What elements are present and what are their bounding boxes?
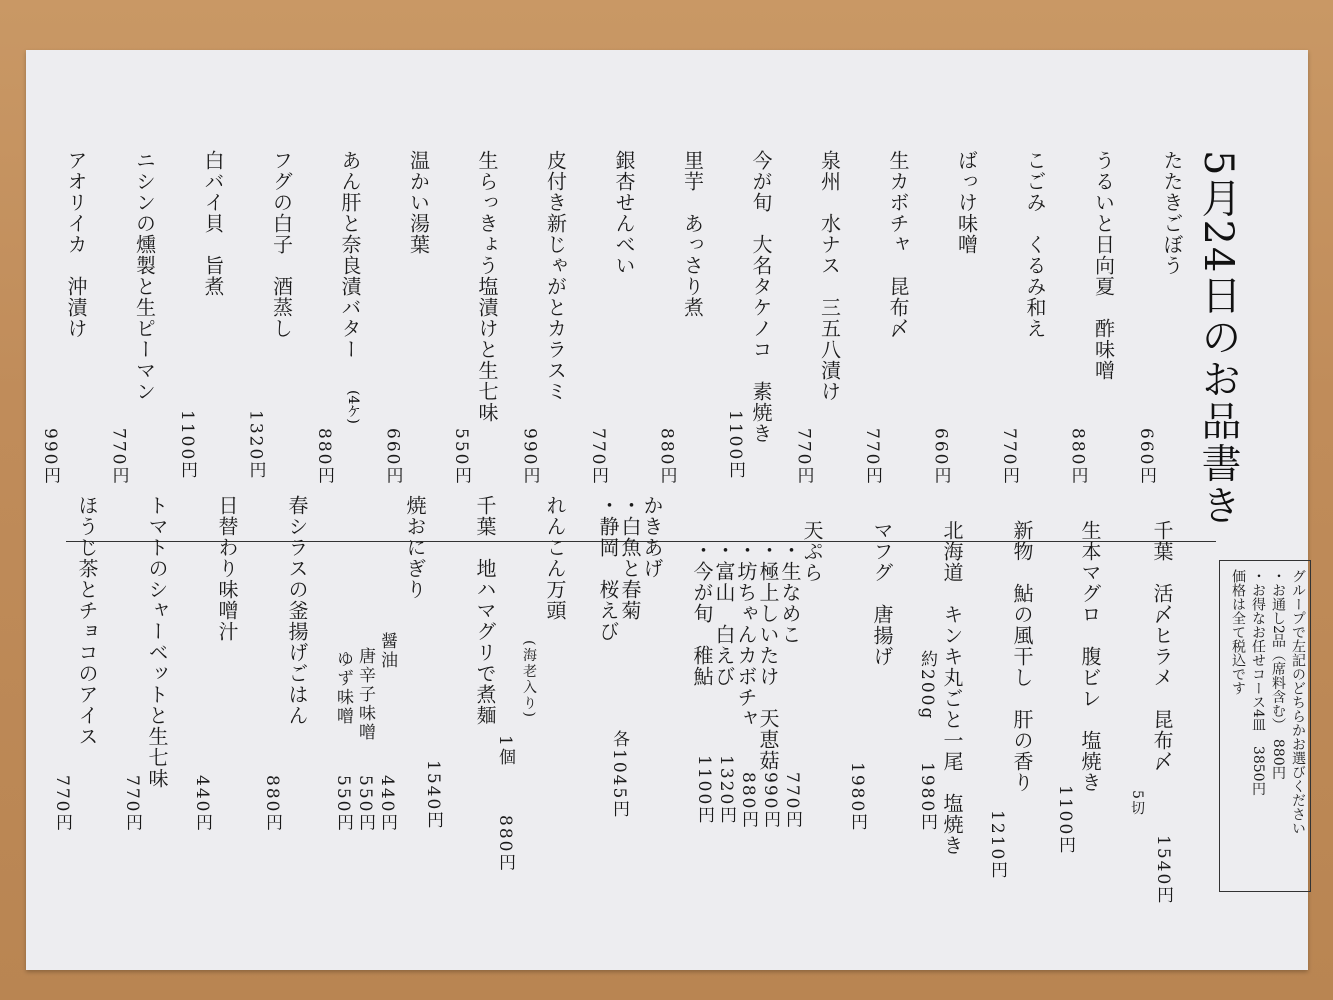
menu-item-top-9: 皮付き新じゃがとカラスミ: [543, 150, 568, 402]
menu-item-hirame-sub: 5切: [1129, 790, 1145, 817]
menu-item-top-13-price: 1320円: [245, 410, 266, 481]
tempura-price-kabocha: 880円: [738, 772, 758, 830]
menu-item-top-12-sub: (4ケ): [345, 390, 361, 424]
kakiage-item-sakuraebi: ・静岡 桜えび: [596, 495, 620, 642]
menu-item-hamaguri-price: 1540円: [423, 760, 443, 831]
menu-item-top-12: あん肝と奈良漬バター: [338, 150, 362, 360]
menu-item-ayu: 新物 鮎の風干し 肝の香り: [1010, 520, 1034, 793]
menu-item-renkon-price: 880円: [495, 815, 515, 873]
menu-item-onigiri: 焼おにぎり: [403, 495, 427, 600]
menu-item-top-7-price: 880円: [656, 428, 677, 486]
onigiri-yuzu: ゆず味噌: [333, 650, 353, 726]
menu-item-top-5-price: 770円: [793, 428, 814, 486]
menu-item-top-14: 白バイ貝 旨煮: [201, 150, 225, 297]
onigiri-yuzu-price: 550円: [333, 775, 353, 833]
course-note-box: [1219, 560, 1311, 892]
menu-item-hamaguri: 千葉 地ハマグリで煮麺: [473, 495, 497, 726]
tempura-heading: 天ぷら: [800, 520, 824, 583]
menu-item-misoshiru-price: 440円: [192, 775, 212, 833]
note-line-3: ・お得なお任せコース4皿 3850円: [1250, 569, 1266, 796]
note-line-2: ・お通し2品（席料含む） 880円: [1270, 569, 1286, 780]
menu-item-renkon-sub: (海老入り): [521, 640, 537, 719]
menu-item-top-10: 生らっきょう塩漬けと生七味: [475, 150, 499, 423]
menu-item-kinki-sub: 約200g: [917, 650, 937, 721]
tempura-item-shiroebi: ・富山 白えび: [712, 540, 736, 687]
onigiri-shoyu: 醤油: [377, 632, 397, 670]
menu-item-top-8: 銀杏せんべい: [612, 150, 636, 276]
onigiri-togarashi-price: 550円: [355, 775, 375, 833]
tempura-price-namecko: 770円: [782, 772, 802, 830]
menu-item-top-16: アオリイカ 沖漬け: [64, 150, 88, 339]
menu-item-top-1-price: 880円: [1067, 428, 1088, 486]
tempura-price-shiitake: 990円: [760, 772, 780, 830]
menu-item-top-15-price: 770円: [108, 428, 129, 486]
menu-item-top-10-price: 550円: [451, 428, 471, 486]
onigiri-shoyu-price: 440円: [377, 775, 397, 833]
tempura-item-shiitake: ・極上しいたけ 天恵菇: [756, 540, 780, 771]
tempura-item-kabocha: ・坊ちゃんカボチャ: [734, 540, 758, 729]
kakiage-item-shirauo: ・白魚と春菊: [618, 495, 642, 621]
menu-item-top-11-price: 660円: [382, 428, 403, 486]
menu-item-shirasu-price: 880円: [262, 775, 282, 833]
menu-item-top-1: うるいと日向夏 酢味噌: [1091, 150, 1116, 381]
menu-item-top-15: ニシンの燻製と生ピーマン: [132, 150, 157, 402]
menu-item-top-14-price: 1100円: [177, 410, 197, 481]
menu-item-top-4-price: 770円: [862, 428, 882, 486]
tempura-price-shiroebi: 1320円: [716, 755, 736, 826]
menu-item-mafugu: マフグ 唐揚げ: [870, 520, 894, 667]
menu-item-misoshiru: 日替わり味噌汁: [215, 495, 239, 642]
menu-item-renkon: れんこん万頭: [543, 495, 567, 621]
menu-item-renkon-unit: 1個: [495, 735, 515, 767]
menu-item-maguro: 生本マグロ 腹ビレ 塩焼き: [1078, 520, 1102, 793]
menu-item-top-9-price: 990円: [519, 428, 540, 486]
menu-item-top-6: 今が旬 大名タケノコ 素焼き: [749, 150, 773, 444]
note-line-4: 価格は全て税込です: [1230, 569, 1246, 695]
tempura-item-chiayu: ・今が旬 稚鮎: [690, 540, 714, 687]
menu-item-top-3-price: 660円: [930, 428, 951, 486]
menu-item-top-0-price: 660円: [1136, 428, 1156, 486]
menu-item-top-6-price: 1100円: [725, 410, 745, 481]
menu-item-top-4: 生カボチャ 昆布〆: [886, 150, 910, 339]
menu-item-hirame-price: 1540円: [1153, 835, 1173, 906]
onigiri-togarashi: 唐辛子味噌: [355, 647, 375, 742]
tempura-price-chiayu: 1100円: [694, 755, 714, 826]
menu-item-top-7: 里芋 あっさり煮: [680, 150, 705, 318]
menu-item-top-8-price: 770円: [588, 428, 608, 486]
menu-item-top-16-price: 990円: [40, 428, 60, 486]
menu-item-ayu-price: 1210円: [987, 810, 1007, 881]
menu-item-top-0: たたきごぼう: [1160, 150, 1184, 276]
kakiage-heading: かきあげ: [640, 495, 664, 579]
menu-item-top-12-price: 880円: [314, 428, 334, 486]
menu-item-shirasu: 春シラスの釜揚げごはん: [285, 495, 309, 726]
menu-item-sherbet: トマトのシャーベットと生七味: [145, 495, 169, 789]
menu-item-ice-price: 770円: [52, 775, 72, 833]
kakiage-price: 各1045円: [609, 730, 629, 820]
menu-item-mafugu-price: 1980円: [847, 762, 867, 833]
tempura-item-namecko: ・生なめこ: [778, 540, 802, 645]
menu-sheet: [26, 50, 1308, 970]
menu-item-top-13: フグの白子 酒蒸し: [269, 150, 294, 339]
menu-item-ice: ほうじ茶とチョコのアイス: [75, 495, 99, 747]
menu-item-top-2: こごみ くるみ和え: [1023, 150, 1047, 339]
menu-item-kinki-price: 1980円: [917, 762, 937, 833]
menu-item-top-2-price: 770円: [999, 428, 1019, 486]
menu-item-top-5: 泉州 水ナス 三五八漬け: [817, 150, 842, 402]
menu-item-maguro-price: 1100円: [1055, 785, 1075, 856]
menu-item-top-11: 温かい湯葉: [406, 150, 431, 255]
menu-item-hirame: 千葉 活〆ヒラメ 昆布〆: [1150, 520, 1174, 772]
page-title: 5月24日のお品書き: [1195, 150, 1241, 527]
menu-item-sherbet-price: 770円: [122, 775, 142, 833]
menu-item-kinki: 北海道 キンキ丸ごと一尾 塩焼き: [940, 520, 964, 856]
menu-item-top-3: ばっけ味噌: [954, 150, 979, 255]
note-line-1: グループで左記のどちらかお選びください: [1290, 569, 1306, 835]
